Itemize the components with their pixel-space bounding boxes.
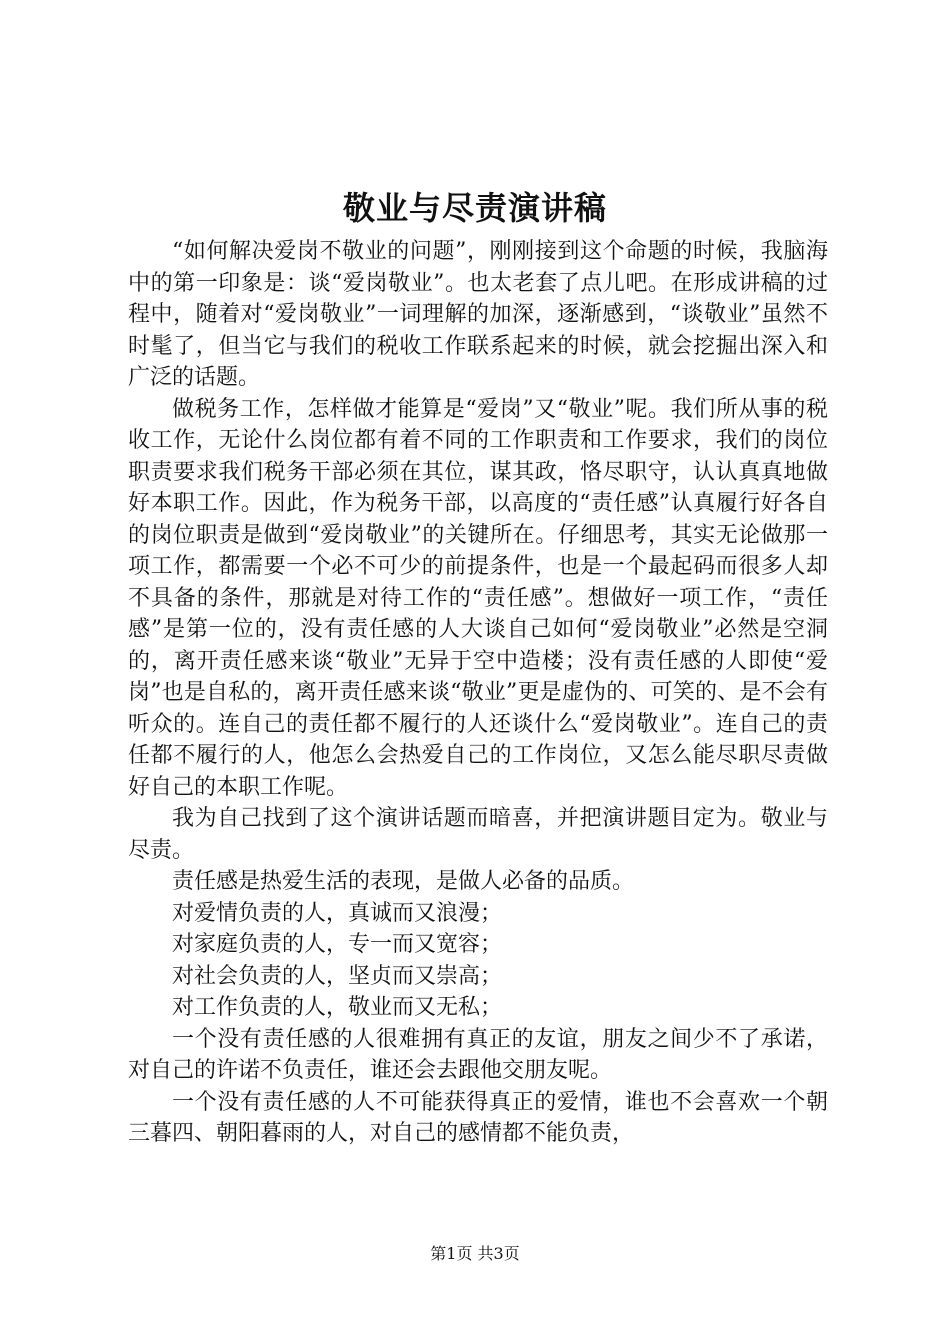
paragraph: 我为自己找到了这个演讲话题而暗喜，并把演讲题目定为。敬业与尽责。 [128,806,828,863]
paragraph: 对家庭负责的人，专一而又宽容； [172,932,503,957]
paragraph: 一个没有责任感的人不可能获得真正的爱情，谁也不会喜欢一个朝三暮四、朝阳暮雨的人，对自己的感情都不能负责， [128,1089,828,1146]
page-number-footer: 第1页 共3页 [430,1244,520,1263]
paragraph: 对社会负责的人，坚贞而又崇高； [172,963,503,989]
document-title: 敬业与尽责演讲稿 [342,189,607,227]
paragraph: 一个没有责任感的人很难拥有真正的友谊，朋友之间少不了承诺，对自己的许诺不负责任，谁还会去跟他交朋友呢。 [128,1026,828,1083]
paragraph: 做税务工作，怎样做才能算是“爱岗”又“敬业”呢。我们所从事的税收工作，无论什么岗位都有着不同的工作职责和工作要求，我们的岗位职责要求我们税务干部必须在其位，谋其政，恪尽职守，认认真真地做好本职工作。因此，作为税务干部，以高度的“责任感”认真履行好各自的岗位职责是做到“爱岗敬业”的关键所在。仔细思考，其实无论做那一项工作，都需要一个必不可少的前提条件，也是一个最起码而很多人却不具备的条件，那就是对待工作的“责任感”。想做好一项工作，“责任感”是第一位的，没有责任感的人大谈自己如何“爱岗敬业”必然是空洞的，离开责任感来谈“敬业”无异于空中造楼；没有责任感的人即使“爱岗”也是自私的，离开责任感来谈“敬业”更是虚伪的、可笑的、是不会有听众的。连自己的责任都不履行的人还谈什么“爱岗敬业”。连自己的责任都不履行的人，他怎么会热爱自己的工作岗位，又怎么能尽职尽责做好自己的本职工作呢。 [128,396,828,800]
document-body [128,236,828,1150]
paragraph: “如何解决爱岗不敬业的问题”，刚刚接到这个命题的时候，我脑海中的第一印象是：谈“爱岗敬业”。也太老套了点儿吧。在形成讲稿的过程中，随着对“爱岗敬业”一词理解的加深，逐渐感到，“谈敬业”虽然不时髦了，但当它与我们的税收工作联系起来的时候，就会挖掘出深入和广泛的话题。 [128,239,828,390]
paragraph: 责任感是热爱生活的表现，是做人必备的品质。 [172,869,635,894]
paragraph: 对爱情负责的人，真诚而又浪漫； [172,900,503,926]
paragraph: 对工作负责的人，敬业而又无私； [172,995,503,1020]
